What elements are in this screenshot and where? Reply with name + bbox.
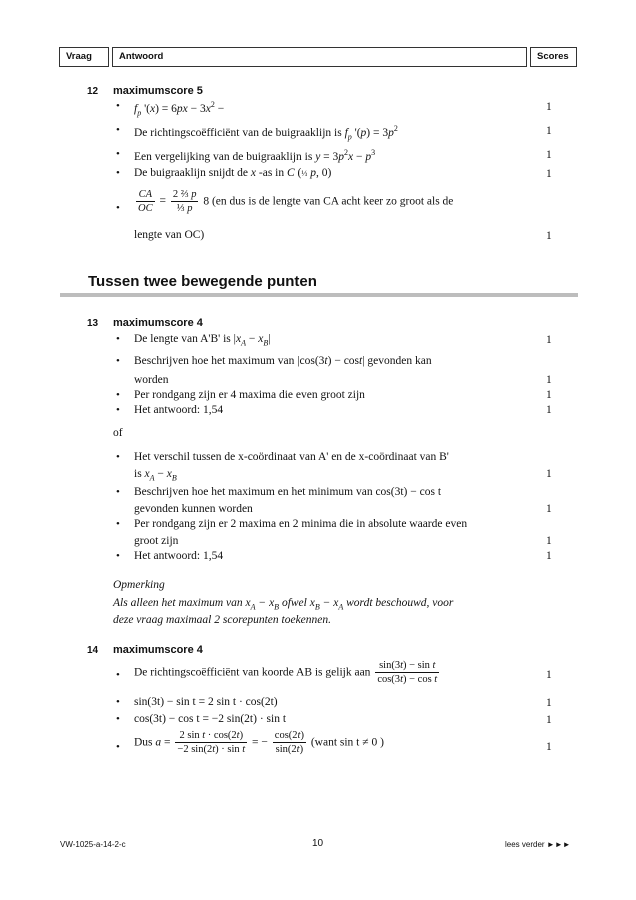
bullet: • — [116, 148, 120, 160]
q12-row-5: $\frac{CA}{OC}$ = $\frac{\text{2 ⅔ p}}{\text{⅓ p}}$ 8 (en dus is de lengte van CA acht keer zo groot als de — [138, 189, 454, 214]
bullet: • — [116, 167, 120, 179]
remark-title: Opmerking — [113, 579, 165, 591]
q14-row-2: sin(3t) − sin t = 2 sin t · cos(2t) — [134, 696, 278, 708]
bullet: • — [116, 355, 120, 367]
section-divider — [60, 293, 578, 297]
q12-score-1: 1 — [546, 101, 552, 113]
bullet: • — [116, 389, 120, 401]
q12-row-2: De richtingscoëfficiënt van de buigraaklijn is $f_p$ '$(p) = 3p^2$ — [134, 124, 398, 142]
bullet: • — [116, 486, 120, 498]
q13b-row-4: Het antwoord: 1,54 — [134, 550, 224, 562]
q13b-score-2: 1 — [546, 503, 552, 515]
q13b-row-3-cont: groot zijn — [134, 535, 179, 547]
q12-number: 12 — [87, 86, 99, 97]
bullet: • — [116, 404, 120, 416]
bullet: • — [116, 713, 120, 725]
q13a-score-4: 1 — [546, 404, 552, 416]
footer-code: VW-1025-a-14-2-c — [60, 840, 126, 849]
q13a-score-3: 1 — [546, 389, 552, 401]
bullet: • — [116, 669, 120, 681]
bullet: • — [116, 696, 120, 708]
q14-row-1: De richtingscoëfficiënt van koorde AB is gelijk aan $\frac{\text{sin(3t) − sin t}}{\text{cos(3t) − cos t}}$ — [134, 660, 438, 685]
q12-score-4: 1 — [546, 168, 552, 180]
bullet: • — [116, 333, 120, 345]
q13b-row-1-cont: is $x_A - x_B$ — [134, 468, 177, 483]
q12-row-1: $f_p$ '$(x) = 6px - 3x^2$ − — [134, 100, 225, 118]
q14-title: maximumscore 4 — [113, 644, 203, 656]
q12-row-4: De buigraaklijn snijdt de x -as in C (⅓ p, 0) — [134, 167, 332, 179]
bullet: • — [116, 451, 120, 463]
bullet: • — [116, 550, 120, 562]
q14-row-3: cos(3t) − cos t = −2 sin(2t) · sin t — [134, 713, 287, 725]
q14-row-4: Dus a = $\frac{\text{2 sin t · cos(2t)}}{\text{−2 sin(2t) · sin t}}$ = − $\frac{\cos(2t)}{\sin(2t)}$ (want sin t ≠ 0 ) — [134, 730, 384, 755]
q14-score-1: 1 — [546, 669, 552, 681]
bullet: • — [116, 741, 120, 753]
q13b-row-1: Het verschil tussen de x-coördinaat van A' en de x-coördinaat van B' — [134, 451, 449, 463]
q13b-score-1: 1 — [546, 468, 552, 480]
q12-score-3: 1 — [546, 149, 552, 161]
footer-next: lees verder ►►► — [505, 840, 571, 849]
q12-score-2: 1 — [546, 125, 552, 137]
q13a-row-2: Beschrijven hoe het maximum van |cos(3t) − cost| gevonden kan — [134, 355, 432, 367]
header-vraag: Vraag — [59, 47, 109, 67]
bullet: • — [116, 124, 120, 136]
bullet: • — [116, 100, 120, 112]
remark-line-1: Als alleen het maximum van $x_A - x_B$ ofwel $x_B - x_A$ wordt beschouwd, voor — [113, 597, 454, 612]
q13b-row-2-cont: gevonden kunnen worden — [134, 503, 253, 515]
q13b-row-3: Per rondgang zijn er 2 maxima en 2 minima die in absolute waarde even — [134, 518, 468, 530]
bullet: • — [116, 202, 120, 214]
q13a-row-2-cont: worden — [134, 374, 169, 386]
header-antwoord: Antwoord — [112, 47, 527, 67]
q13a-score-1: 1 — [546, 334, 552, 346]
header-scores: Scores — [530, 47, 577, 67]
q12-title: maximumscore 5 — [113, 85, 203, 97]
q13b-row-2: Beschrijven hoe het maximum en het minimum van cos(3t) − cos t — [134, 486, 442, 498]
q14-number: 14 — [87, 645, 99, 656]
q12-row-5-cont: lengte van OC) — [134, 229, 205, 241]
q13b-score-4: 1 — [546, 550, 552, 562]
remark-line-2: deze vraag maximaal 2 scorepunten toekennen. — [113, 614, 332, 626]
q14-score-4: 1 — [546, 741, 552, 753]
page-number: 10 — [312, 838, 324, 849]
q13b-score-3: 1 — [546, 535, 552, 547]
q14-score-2: 1 — [546, 697, 552, 709]
q12-row-3: Een vergelijking van de buigraaklijn is $y = 3p^2x - p^3$ — [134, 148, 376, 163]
q13-title: maximumscore 4 — [113, 317, 203, 329]
q13-or: of — [113, 427, 123, 439]
q13a-score-2: 1 — [546, 374, 552, 386]
q14-score-3: 1 — [546, 714, 552, 726]
q13a-row-3: Per rondgang zijn er 4 maxima die even groot zijn — [134, 389, 365, 401]
q13a-row-1: De lengte van A'B' is $|x_A - x_B|$ — [134, 333, 271, 348]
bullet: • — [116, 518, 120, 530]
section-title: Tussen twee bewegende punten — [88, 273, 317, 290]
q12-score-5: 1 — [546, 230, 552, 242]
q13a-row-4: Het antwoord: 1,54 — [134, 404, 224, 416]
q13-number: 13 — [87, 318, 99, 329]
